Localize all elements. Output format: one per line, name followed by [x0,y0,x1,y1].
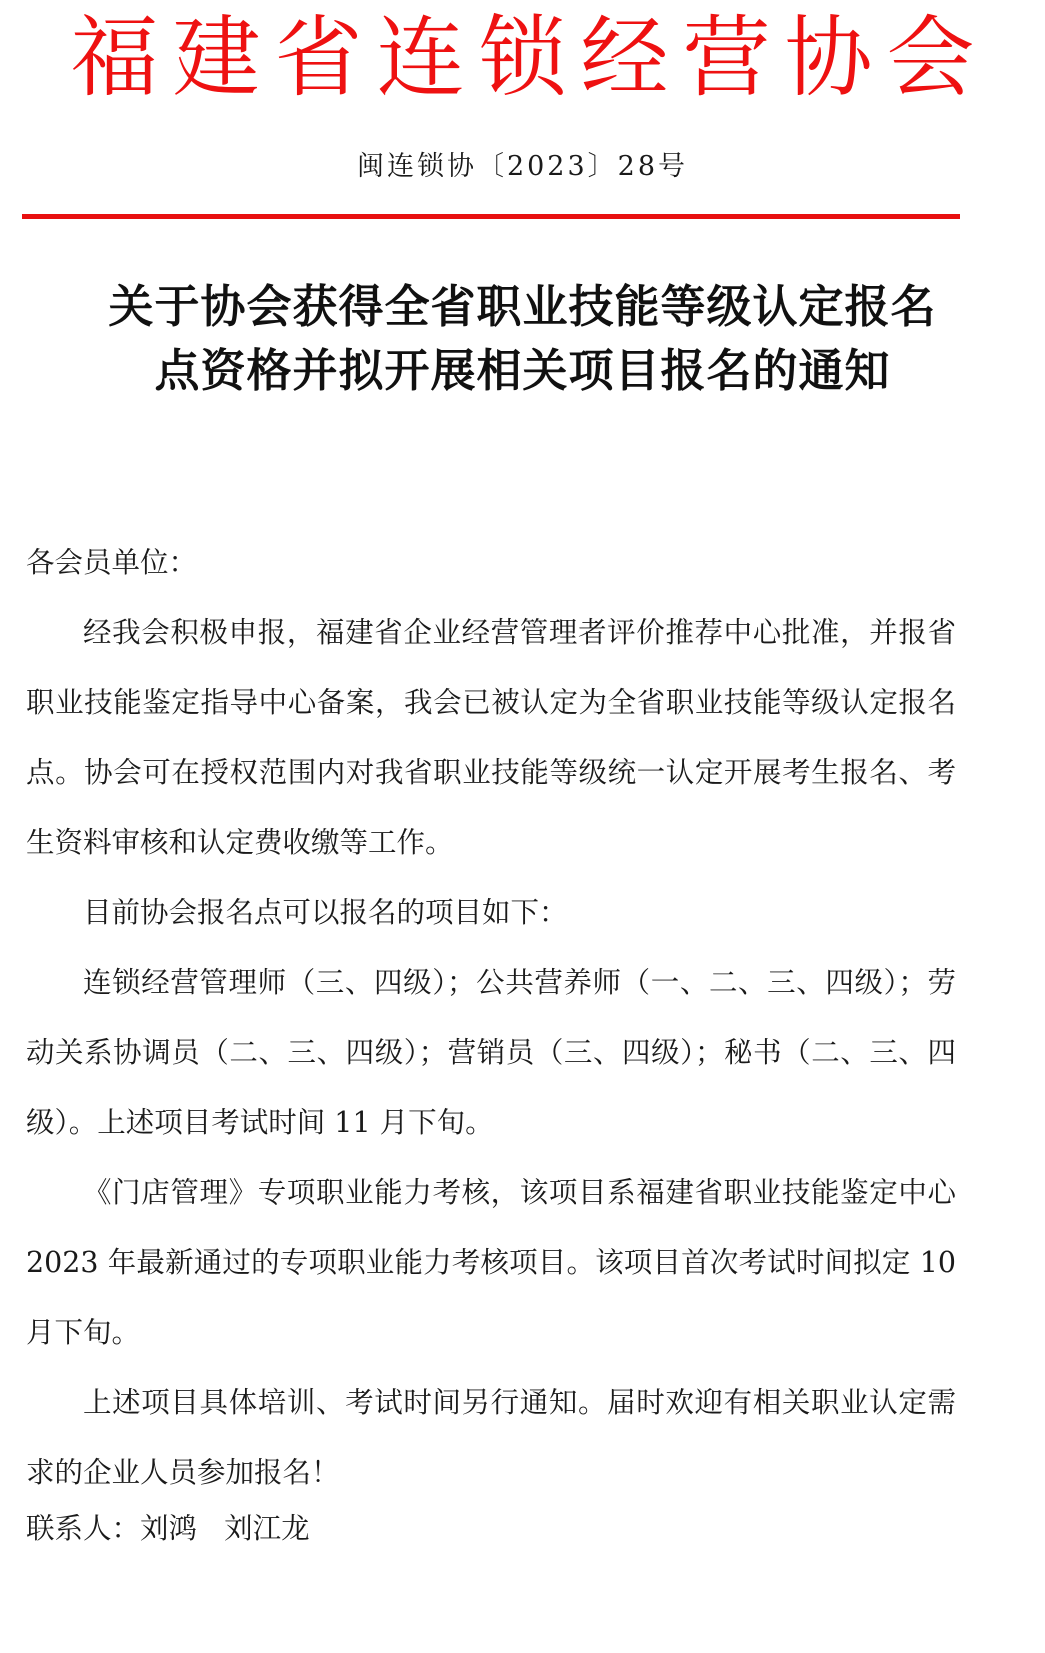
paragraph-store-management: 《门店管理》专项职业能力考核，该项目系福建省职业技能鉴定中心 2023 年最新通过的专项职业能力考核项目。该项目首次考试时间拟定 10 月下旬。 [26,1176,956,1349]
organization-masthead: 福建省连锁经营协会 [70,6,989,109]
notice-title [0,275,1045,403]
document-number: 闽连锁协〔2023〕28号 [356,151,689,182]
paragraph-approval: 经我会积极申报，福建省企业经营管理者评价推荐中心批准，并报省职业技能鉴定指导中心备案，我会已被认定为全省职业技能等级认定报名点。协会可在授权范围内对我省职业技能等级统一认定开展考生报名、考生资料审核和认定费收缴等工作。 [26,616,956,859]
red-divider-rule [22,214,960,219]
notice-title-line-1: 关于协会获得全省职业技能等级认定报名 [108,280,937,333]
notice-title-line-2: 点资格并拟开展相关项目报名的通知 [154,344,891,397]
notice-body [26,528,956,1508]
paragraph-closing: 上述项目具体培训、考试时间另行通知。届时欢迎有相关职业认定需求的企业人员参加报名！ [26,1386,956,1489]
contact-persons: 联系人：刘鸿 刘江龙 [26,1512,310,1545]
paragraph-items-intro: 目前协会报名点可以报名的项目如下： [83,896,568,929]
paragraph-items-list: 连锁经营管理师（三、四级）；公共营养师（一、二、三、四级）；劳动关系协调员（二、三、四级）；营销员（三、四级）；秘书（二、三、四级）。上述项目考试时间 11 月下旬。 [26,966,956,1139]
salutation: 各会员单位： [26,546,198,579]
